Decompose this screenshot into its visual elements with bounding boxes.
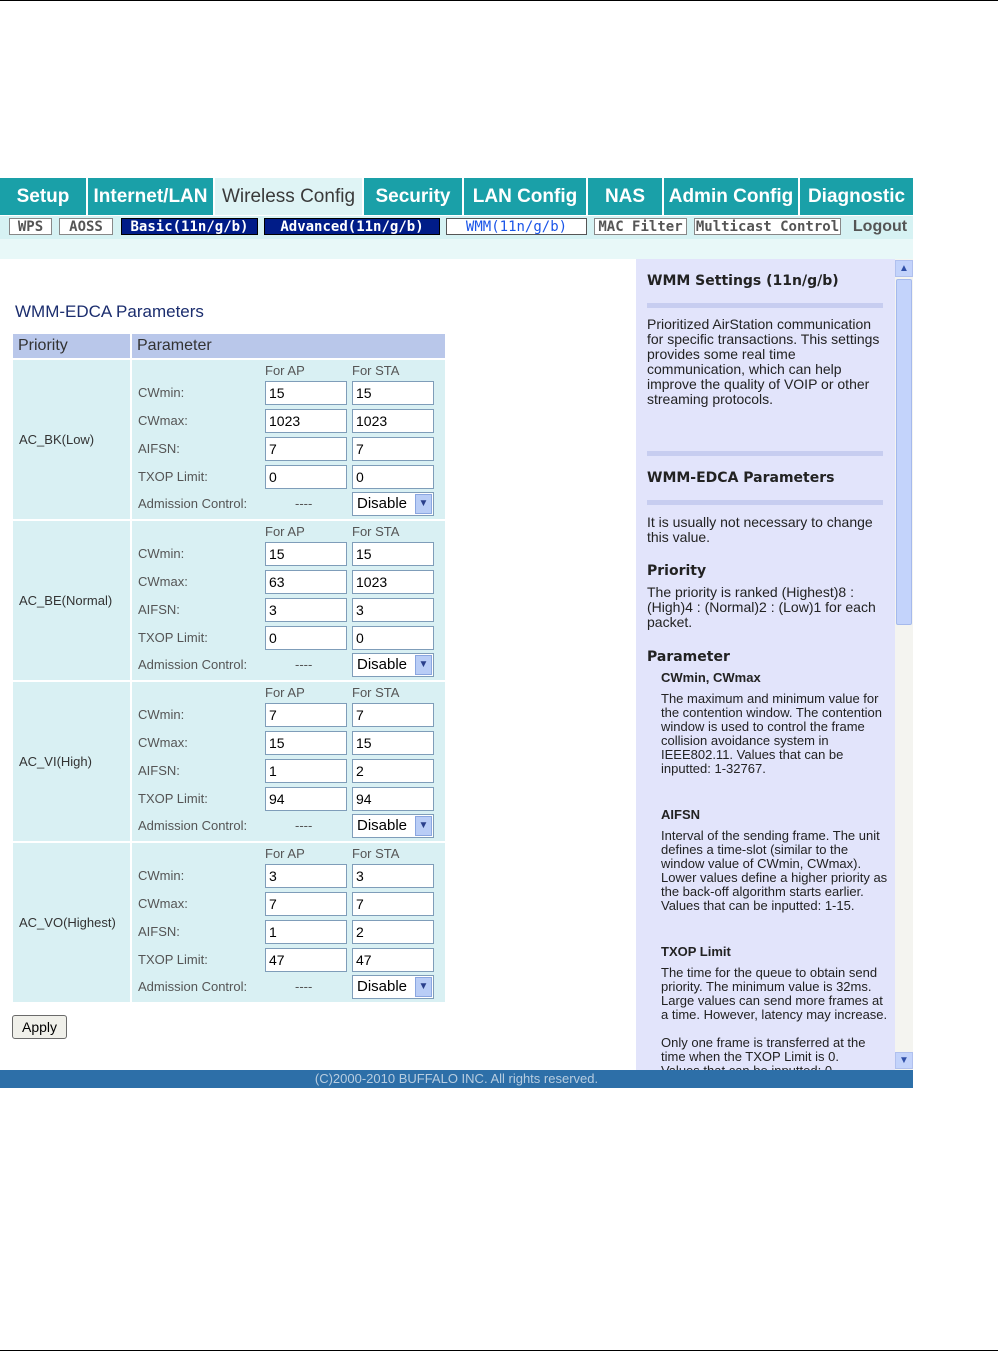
admission-label: Admission Control: xyxy=(138,657,248,672)
help-title: WMM Settings (11n/g/b) xyxy=(647,273,839,289)
ap-aifsn-input[interactable] xyxy=(265,920,347,944)
admission-label: Admission Control: xyxy=(138,496,248,511)
ap-cwmax-input[interactable] xyxy=(265,409,347,433)
admission-control-select[interactable] xyxy=(352,814,434,838)
cwmin-label: CWmin: xyxy=(138,707,185,722)
sta-txop-input[interactable] xyxy=(352,787,434,811)
ap-admission-dash: ---- xyxy=(295,657,313,672)
ap-txop-input[interactable] xyxy=(265,626,347,650)
col-for-sta: For STA xyxy=(352,846,400,861)
col-for-sta: For STA xyxy=(352,685,400,700)
sta-cwmax-input[interactable] xyxy=(352,570,434,594)
sub-nav-padding xyxy=(0,239,913,259)
ap-admission-dash: ---- xyxy=(295,496,313,511)
sta-cwmax-input[interactable] xyxy=(352,409,434,433)
admission-value: Disable xyxy=(357,817,408,834)
tab-setup[interactable]: Setup xyxy=(0,178,86,215)
priority-header: Priority xyxy=(13,334,130,358)
parameter-cell xyxy=(132,360,445,519)
ap-cwmin-input[interactable] xyxy=(265,703,347,727)
parameter-cell xyxy=(132,521,445,680)
scroll-down-icon[interactable]: ▼ xyxy=(895,1052,913,1069)
ap-admission-dash: ---- xyxy=(295,818,313,833)
txop-label: TXOP Limit: xyxy=(138,469,208,484)
ap-aifsn-input[interactable] xyxy=(265,759,347,783)
admission-control-select[interactable] xyxy=(352,653,434,677)
logout-link[interactable]: Logout xyxy=(852,218,908,235)
help-edca-title: WMM-EDCA Parameters xyxy=(647,470,835,486)
aifsn-label: AIFSN: xyxy=(138,763,180,778)
tab-nas[interactable]: NAS xyxy=(588,178,662,215)
chevron-down-icon[interactable]: ▼ xyxy=(415,816,432,836)
cwmax-label: CWmax: xyxy=(138,413,188,428)
col-for-ap: For AP xyxy=(265,524,305,539)
footer-copyright: (C)2000-2010 BUFFALO INC. All rights reserved. xyxy=(0,1070,913,1088)
priority-group-vo xyxy=(13,843,445,1002)
admission-value: Disable xyxy=(357,656,408,673)
page-top-rule xyxy=(0,0,998,1)
cwmin-label: CWmin: xyxy=(138,546,185,561)
chevron-down-icon[interactable]: ▼ xyxy=(415,977,432,997)
sta-aifsn-input[interactable] xyxy=(352,437,434,461)
aifsn-label: AIFSN: xyxy=(138,924,180,939)
help-cw-text: The maximum and minimum value for the contention window. The contention window is used to control the frame collision avoidance system in IEEE802.11. Values that can be inputted: 1-32767. xyxy=(661,691,882,776)
priority-name: AC_BE(Normal) xyxy=(13,521,130,680)
main-nav-tabs xyxy=(0,178,913,216)
ap-cwmin-input[interactable] xyxy=(265,864,347,888)
ap-cwmax-input[interactable] xyxy=(265,892,347,916)
help-panel xyxy=(636,259,895,1070)
subtab-mac-filter[interactable]: MAC Filter xyxy=(594,218,687,235)
sta-cwmin-input[interactable] xyxy=(352,703,434,727)
help-priority-title: Priority xyxy=(647,563,707,579)
router-admin-window xyxy=(0,178,913,1088)
sta-aifsn-input[interactable] xyxy=(352,759,434,783)
sta-cwmax-input[interactable] xyxy=(352,892,434,916)
ap-cwmax-input[interactable] xyxy=(265,570,347,594)
chevron-down-icon[interactable]: ▼ xyxy=(415,494,432,514)
help-txop-text: The time for the queue to obtain send priority. The minimum value is 32ms. Large values can send more frames at a time. However, latency may increase. xyxy=(661,965,888,1022)
ap-aifsn-input[interactable] xyxy=(265,437,347,461)
help-priority-text: The priority is ranked (Highest)8 : (High)4 : (Normal)2 : (Low)1 for each packet. xyxy=(647,584,876,630)
sta-txop-input[interactable] xyxy=(352,948,434,972)
subtab-wps[interactable]: WPS xyxy=(9,218,52,235)
tab-security[interactable]: Security xyxy=(364,178,462,215)
sub-nav-bar xyxy=(0,216,913,239)
admission-value: Disable xyxy=(357,495,408,512)
tab-diagnostic[interactable]: Diagnostic xyxy=(800,178,913,215)
admission-value: Disable xyxy=(357,978,408,995)
page-bottom-rule xyxy=(0,1350,998,1351)
txop-label: TXOP Limit: xyxy=(138,952,208,967)
col-for-sta: For STA xyxy=(352,524,400,539)
sta-cwmin-input[interactable] xyxy=(352,542,434,566)
aifsn-label: AIFSN: xyxy=(138,602,180,617)
col-for-ap: For AP xyxy=(265,846,305,861)
subtab-wmm[interactable]: WMM(11n/g/b) xyxy=(446,218,587,235)
admission-label: Admission Control: xyxy=(138,818,248,833)
scroll-thumb[interactable] xyxy=(896,279,912,625)
chevron-down-icon[interactable]: ▼ xyxy=(415,655,432,675)
help-txop-title: TXOP Limit xyxy=(661,944,731,959)
sta-cwmin-input[interactable] xyxy=(352,864,434,888)
cwmax-label: CWmax: xyxy=(138,735,188,750)
help-aifsn-title: AIFSN xyxy=(661,807,700,822)
main-content xyxy=(0,259,636,1070)
apply-button[interactable]: Apply xyxy=(12,1015,67,1039)
help-divider xyxy=(647,451,883,456)
priority-name: AC_VO(Highest) xyxy=(13,843,130,1002)
admission-label: Admission Control: xyxy=(138,979,248,994)
priority-name: AC_VI(High) xyxy=(13,682,130,841)
help-aifsn-text: Interval of the sending frame. The unit defines a time-slot (similar to the window value of CWmin, CWmax). Lower values define a higher priority as the back-off algorithm starts earlier. Values that can be inputted: 1-15. xyxy=(661,828,888,913)
help-cw-title: CWmin, CWmax xyxy=(661,670,761,685)
help-intro: Prioritized AirStation communication for specific transactions. This settings provides some real time communication, which can help improve the quality of VOIP or other streaming protocols. xyxy=(647,316,880,407)
ap-aifsn-input[interactable] xyxy=(265,598,347,622)
ap-txop-input[interactable] xyxy=(265,948,347,972)
ap-cwmax-input[interactable] xyxy=(265,731,347,755)
sta-cwmax-input[interactable] xyxy=(352,731,434,755)
priority-group-bk xyxy=(13,360,445,519)
priority-group-be xyxy=(13,521,445,680)
parameter-cell xyxy=(132,843,445,1002)
ap-cwmin-input[interactable] xyxy=(265,381,347,405)
priority-group-vi xyxy=(13,682,445,841)
help-txop-text-2: Only one frame is transferred at the time when the TXOP Limit is 0. xyxy=(661,1035,866,1064)
aifsn-label: AIFSN: xyxy=(138,441,180,456)
admission-control-select[interactable] xyxy=(352,975,434,999)
cwmax-label: CWmax: xyxy=(138,574,188,589)
cwmin-label: CWmin: xyxy=(138,868,185,883)
subtab-basic[interactable]: Basic(11n/g/b) xyxy=(121,218,258,235)
txop-label: TXOP Limit: xyxy=(138,791,208,806)
ap-admission-dash: ---- xyxy=(295,979,313,994)
parameter-cell xyxy=(132,682,445,841)
admission-control-select[interactable] xyxy=(352,492,434,516)
tab-wireless-config[interactable]: Wireless Config xyxy=(215,178,362,215)
subtab-aoss[interactable]: AOSS xyxy=(59,218,113,235)
help-scrollbar[interactable] xyxy=(895,259,913,1070)
subtab-multicast-control[interactable]: Multicast Control xyxy=(695,219,840,235)
tab-internet-lan[interactable]: Internet/LAN xyxy=(88,178,213,215)
col-for-ap: For AP xyxy=(265,363,305,378)
help-parameter-title: Parameter xyxy=(647,649,730,665)
ap-cwmin-input[interactable] xyxy=(265,542,347,566)
ap-txop-input[interactable] xyxy=(265,465,347,489)
table-header xyxy=(13,334,445,358)
help-divider xyxy=(647,303,883,308)
scroll-up-icon[interactable]: ▲ xyxy=(895,260,913,277)
ap-txop-input[interactable] xyxy=(265,787,347,811)
help-edca-text: It is usually not necessary to change this value. xyxy=(647,514,873,545)
sta-txop-input[interactable] xyxy=(352,465,434,489)
subtab-advanced[interactable]: Advanced(11n/g/b) xyxy=(264,218,440,235)
txop-label: TXOP Limit: xyxy=(138,630,208,645)
sta-aifsn-input[interactable] xyxy=(352,920,434,944)
tab-lan-config[interactable]: LAN Config xyxy=(464,178,586,215)
priority-name: AC_BK(Low) xyxy=(13,360,130,519)
page-title: WMM-EDCA Parameters xyxy=(15,302,204,321)
col-for-sta: For STA xyxy=(352,363,400,378)
parameter-header: Parameter xyxy=(132,334,445,358)
help-divider xyxy=(647,500,883,505)
sta-txop-input[interactable] xyxy=(352,626,434,650)
col-for-ap: For AP xyxy=(265,685,305,700)
sta-cwmin-input[interactable] xyxy=(352,381,434,405)
cwmax-label: CWmax: xyxy=(138,896,188,911)
cwmin-label: CWmin: xyxy=(138,385,185,400)
tab-admin-config[interactable]: Admin Config xyxy=(664,178,798,215)
sta-aifsn-input[interactable] xyxy=(352,598,434,622)
